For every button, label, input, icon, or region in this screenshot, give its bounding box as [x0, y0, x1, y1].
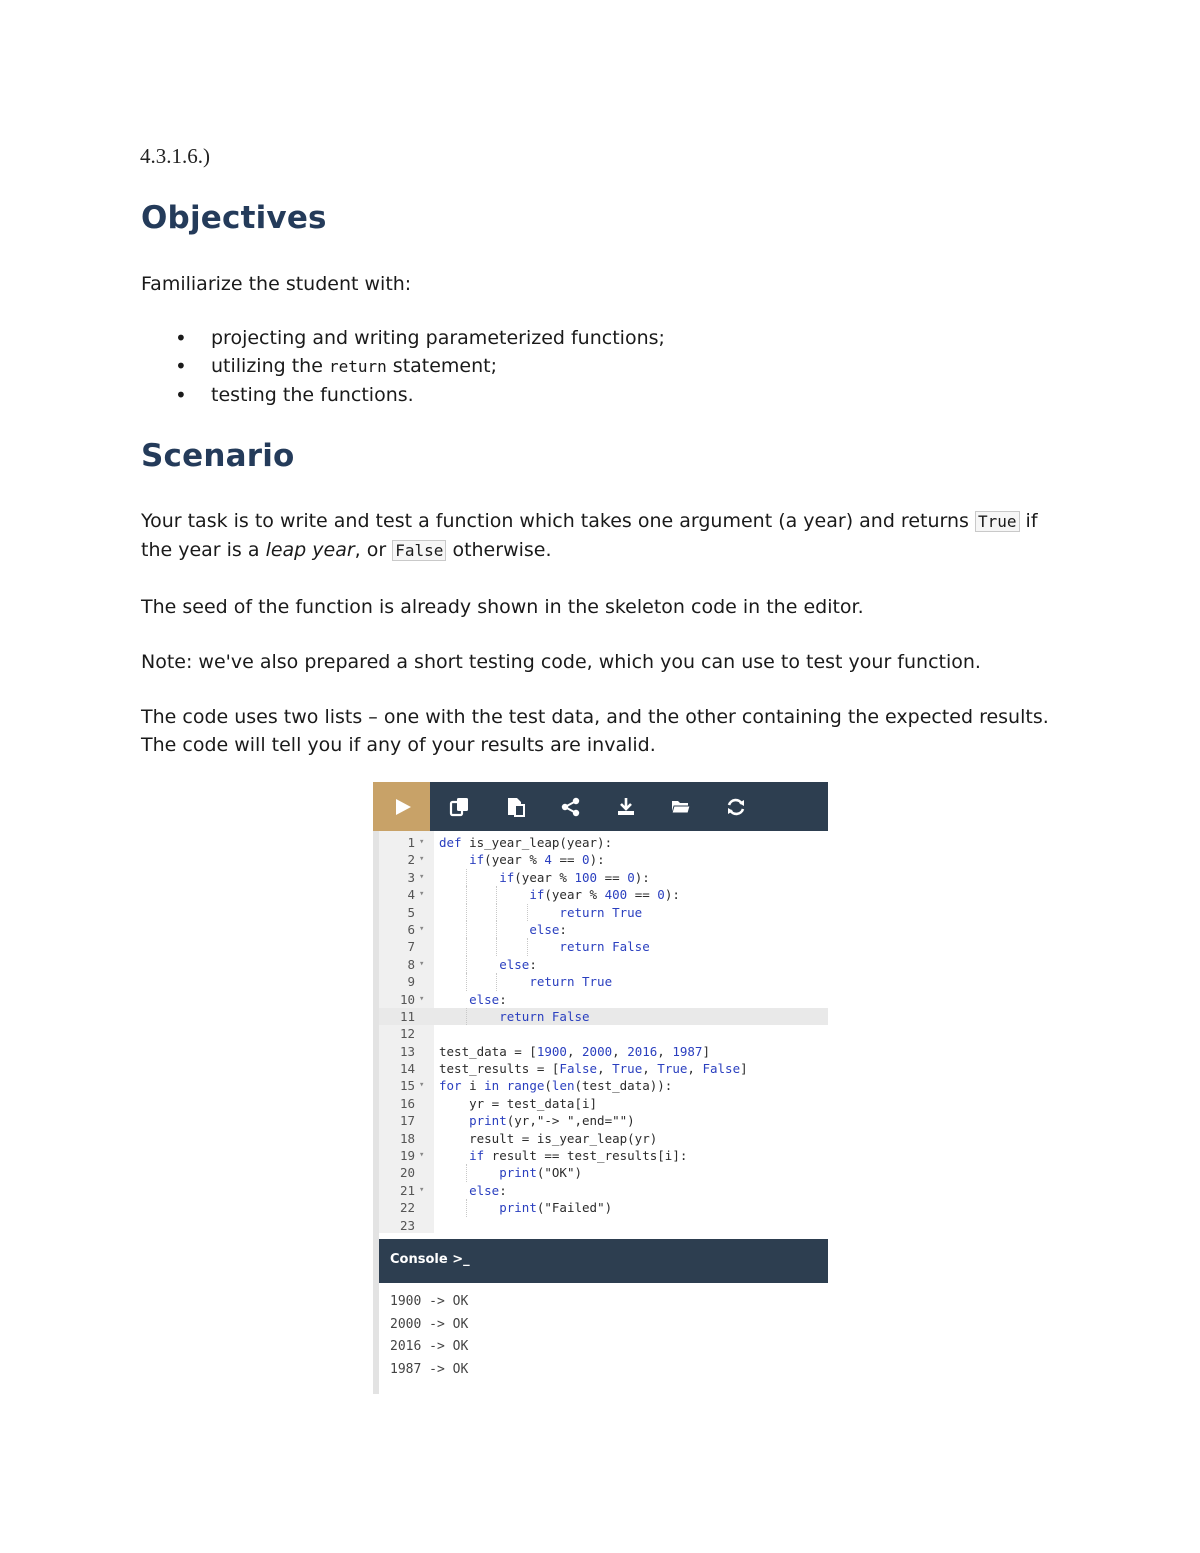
code-text: return True: [559, 904, 643, 920]
fold-arrow-icon[interactable]: ▾: [419, 1150, 425, 1161]
reset-icon[interactable]: [725, 796, 747, 818]
objectives-heading: Objectives: [141, 200, 327, 236]
console-line: 2000 -> OK: [390, 1316, 469, 1332]
fold-arrow-icon[interactable]: ▾: [419, 837, 425, 847]
code-text: print(yr,"-> ",end=""): [469, 1113, 635, 1129]
code-text: else:: [469, 1182, 507, 1198]
objectives-list: [141, 324, 1041, 409]
code-text: else:: [499, 956, 537, 972]
line-number: 1: [407, 835, 415, 850]
objectives-intro: Familiarize the student with:: [141, 273, 412, 295]
code-line[interactable]: [379, 1077, 828, 1094]
code-text: yr = test_data[i]: [439, 1095, 598, 1111]
list-item: • utilizing the return statement;: [141, 352, 1041, 381]
code-text: result = is_year_leap(yr): [439, 1130, 658, 1146]
code-line[interactable]: [379, 1182, 828, 1199]
line-number: 20: [399, 1165, 415, 1181]
line-number: 6: [407, 921, 415, 937]
inline-code-true: True: [975, 511, 1020, 532]
code-line[interactable]: [379, 1164, 828, 1181]
code-line[interactable]: [379, 869, 828, 886]
console-header: [379, 1239, 828, 1283]
page-number: 4.3.1.6.): [140, 144, 210, 168]
fold-arrow-icon[interactable]: ▾: [419, 889, 425, 900]
run-button[interactable]: [373, 782, 430, 831]
code-line[interactable]: [379, 1043, 828, 1060]
code-editor-screenshot: [373, 782, 828, 1394]
emphasis: leap year: [265, 539, 355, 561]
code-line[interactable]: [379, 956, 828, 973]
scenario-paragraph-3: Note: we've also prepared a short testing code, which you can use to test your function.: [141, 651, 981, 673]
line-number: 3: [407, 869, 415, 885]
code-text: print("Failed"): [499, 1200, 613, 1216]
console-line: 1900 -> OK: [390, 1294, 469, 1309]
line-number: 23: [399, 1217, 415, 1233]
fold-arrow-icon[interactable]: ▾: [419, 1184, 425, 1195]
line-number: 11: [399, 1008, 415, 1024]
console-line: 2016 -> OK: [390, 1339, 469, 1354]
line-number: 19: [399, 1148, 415, 1164]
code-text: print("OK"): [499, 1165, 583, 1181]
console-output: [390, 1291, 468, 1381]
line-number: 16: [399, 1095, 415, 1111]
code-text: def is_year_leap(year):: [439, 835, 613, 850]
line-number: 14: [399, 1061, 415, 1077]
code-text: for i in range(len(test_data)):: [439, 1078, 673, 1094]
scenario-heading: Scenario: [141, 438, 295, 474]
line-number: 17: [399, 1113, 415, 1129]
line-number: 21: [399, 1182, 415, 1198]
console-label: Console >_: [390, 1252, 470, 1267]
code-line[interactable]: [379, 938, 828, 955]
inline-code-false: False: [392, 540, 446, 561]
fold-arrow-icon[interactable]: ▾: [419, 923, 425, 934]
code-text: test_results = [False, True, True, False]: [439, 1061, 748, 1077]
console-line: 1987 -> OK: [390, 1361, 469, 1377]
list-item: • testing the functions.: [141, 381, 1041, 409]
scenario-paragraph-4: The code uses two lists – one with the test data, and the other containing the expected results. The code will tell you if any of your results are invalid.: [141, 706, 1049, 756]
code-line[interactable]: [379, 1130, 828, 1147]
editor-toolbar: [373, 782, 828, 831]
line-number: 12: [399, 1026, 415, 1042]
code-line[interactable]: [379, 851, 828, 868]
line-number: 15: [399, 1078, 415, 1094]
line-number: 7: [407, 939, 415, 955]
code-line[interactable]: [379, 1060, 828, 1077]
code-line[interactable]: [379, 834, 828, 851]
code-area[interactable]: [379, 834, 828, 1234]
code-line[interactable]: [379, 921, 828, 938]
fold-arrow-icon[interactable]: ▾: [419, 958, 425, 969]
code-line[interactable]: [379, 1217, 828, 1234]
line-number: 22: [399, 1200, 415, 1216]
code-text: else:: [529, 921, 567, 937]
code-text: else:: [469, 991, 507, 1007]
code-text: if(year % 100 == 0):: [499, 869, 650, 885]
open-folder-icon[interactable]: [670, 796, 692, 818]
line-number: 18: [399, 1130, 415, 1146]
inline-code: return: [328, 357, 387, 376]
fold-arrow-icon[interactable]: ▾: [419, 871, 425, 882]
code-text: if(year % 4 == 0):: [469, 852, 605, 868]
fold-arrow-icon[interactable]: ▾: [419, 1080, 425, 1091]
download-icon[interactable]: [615, 796, 637, 818]
scenario-paragraph-1: Your task is to write and test a function which takes one argument (a year) and returns True if the year is a leap year, or False otherwise.: [141, 510, 1038, 561]
code-line[interactable]: [379, 904, 828, 921]
code-line[interactable]: [379, 1008, 828, 1025]
line-number: 2: [407, 852, 415, 868]
paste-icon[interactable]: [505, 796, 527, 818]
line-number: 10: [399, 991, 415, 1007]
code-line[interactable]: [379, 1095, 828, 1112]
fold-arrow-icon[interactable]: ▾: [419, 993, 425, 1004]
line-number: 4: [407, 887, 415, 903]
line-number: 5: [407, 904, 415, 920]
code-line[interactable]: [379, 973, 828, 990]
code-line[interactable]: [379, 1199, 828, 1216]
copy-icon[interactable]: [449, 796, 471, 818]
scenario-paragraph-2: The seed of the function is already shown in the skeleton code in the editor.: [141, 596, 864, 618]
code-text: if result == test_results[i]:: [469, 1148, 688, 1164]
share-icon[interactable]: [560, 796, 582, 818]
code-text: return False: [559, 939, 650, 955]
code-text: return True: [529, 974, 613, 990]
code-line[interactable]: [379, 991, 828, 1008]
fold-arrow-icon[interactable]: ▾: [419, 854, 425, 865]
code-line[interactable]: [379, 1147, 828, 1164]
list-item: • projecting and writing parameterized functions;: [141, 324, 1041, 352]
code-line[interactable]: [379, 886, 828, 903]
line-number: 9: [407, 974, 415, 990]
code-text: if(year % 400 == 0):: [529, 887, 680, 903]
code-line[interactable]: [379, 1112, 828, 1129]
line-number: 13: [399, 1043, 415, 1059]
line-number: 8: [407, 956, 415, 972]
code-text: test_data = [1900, 2000, 2016, 1987]: [439, 1043, 710, 1059]
code-text: return False: [499, 1008, 590, 1024]
code-line[interactable]: [379, 1025, 828, 1042]
